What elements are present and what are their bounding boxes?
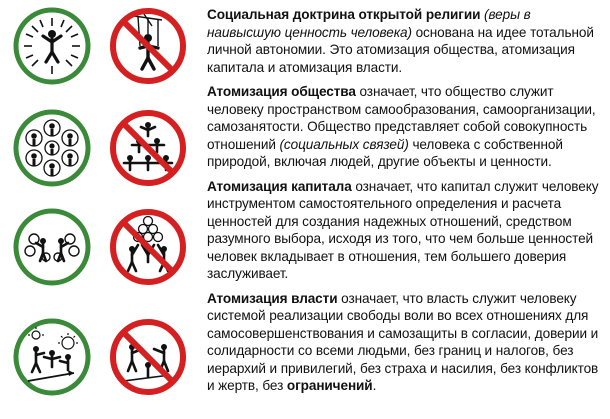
paragraph-doctrine [207,6,607,76]
paragraph-power [207,290,607,395]
power-tail: ограничений [286,378,373,393]
paragraph-capital [207,178,607,283]
cooperation-arrow-icon [12,317,92,397]
community-circle-icon [12,108,92,188]
icon-column [0,0,205,419]
paragraph-society [207,83,607,171]
coin-chains-icon [12,207,92,287]
person-radiating-icon [12,6,92,86]
doctrine-body: основана на идее тотальной личной автономии. Это атомизация общества, атомизация капитала и атомизация власти. [207,24,594,75]
heading-power: Атомизация власти [207,290,338,306]
conflict-prohibited-icon [108,317,188,397]
capital-body: означает, что капитал служит человеку инструментом самостоятельного определения и расчета ценностей для создания надежных отношений, средством разумного выбора, исходя из того, что чем больше ценностей человек вкладывает в отношения, тем большего доверия заслуживает. [207,178,599,281]
doctrine-text [207,6,607,402]
society-body-1: означает, что общество служит человеку пространством самообразования, самоорганизации, самозанятости. Общество представляет собой совокупность отношений [207,84,596,152]
society-body-2: человека с собственной природой, включая людей, другие объекты и ценности. [207,136,563,169]
heading-society: Атомизация общества [207,84,356,99]
coin-pyramid-prohibited-icon [108,207,188,287]
heading-doctrine: Социальная доктрина открытой религии [207,7,481,22]
doctrine-italic-note: (веры в наивысшую ценность человека) [207,7,531,40]
human-pyramid-prohibited-icon [108,108,188,188]
society-italic-note: (социальных связей) [279,136,409,152]
power-body: означает, что власть служит человеку системой реализации свободы воли во всех отношениях для самосовершенствования и самозащиты в согласии, доверии и солидарности со всеми людьми, без границ и налогов, без иерархий и привилегий, без страха и насилия, без конфликтов и жертв, без [207,290,599,393]
power-end: . [372,378,377,393]
puppet-on-strings-prohibited-icon [108,6,188,86]
heading-capital: Атомизация капитала [207,178,352,194]
